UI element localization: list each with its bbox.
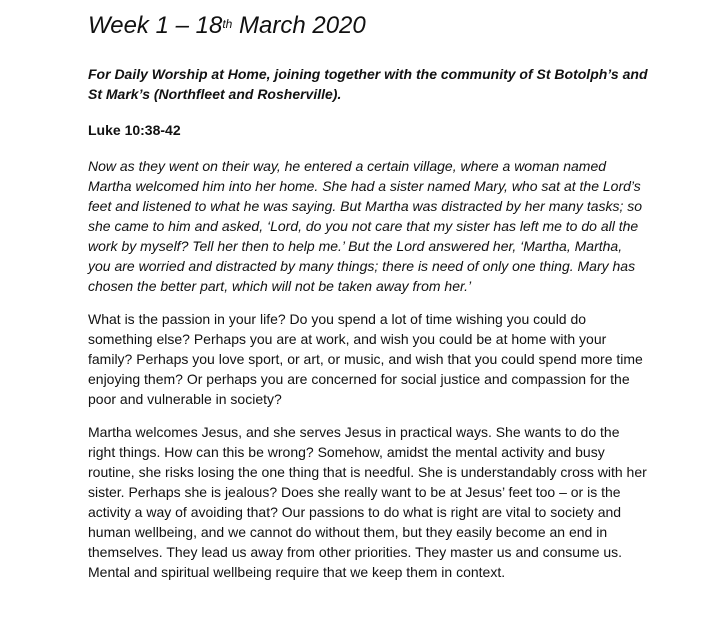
title-text-end: March 2020 bbox=[232, 12, 366, 39]
document-page bbox=[88, 10, 648, 595]
scripture-passage: Now as they went on their way, he entered a certain village, where a woman named Martha welcomed him into her home. She had a sister named Mary, who sat at the Lord’s feet and listened to what he was saying. But Martha was distracted by her many tasks; so she came to him and asked, ‘Lord, do you not care that my sister has left me to do all the work by myself? Tell her then to help me.’ But the Lord answered her, ‘Martha, Martha, you are worried and distracted by many things; there is need of only one thing. Mary has chosen the better part, which will not be taken away from her.’ bbox=[88, 158, 643, 294]
page-title bbox=[88, 10, 648, 42]
title-ordinal-suffix: th bbox=[222, 17, 233, 31]
reflection-paragraph-2: Martha welcomes Jesus, and she serves Jesus in practical ways. She wants to do the right things. How can this be wrong? Somehow, amidst the mental activity and busy routine, she risks losing the one thing that is needful. She is understandably cross with her sister. Perhaps she is jealous? Does she really want to be at Jesus’ feet too – or is the activity a way of avoiding that? Our passions to do what is right are vital to society and human wellbeing, and we cannot do without them, but they easily become an end in themselves. They lead us away from other priorities. They master us and consume us. Mental and spiritual wellbeing require that we keep them in context. bbox=[88, 424, 647, 580]
scripture-reference: Luke 10:38-42 bbox=[88, 122, 181, 138]
title-text-start: Week 1 – 18 bbox=[88, 12, 223, 39]
subtitle: For Daily Worship at Home, joining together with the community of St Botolph’s and St Mark’s (Northfleet and Rosherville). bbox=[88, 66, 648, 102]
reflection-paragraph-1: What is the passion in your life? Do you spend a lot of time wishing you could do something else? Perhaps you are at work, and wish you could be at home with your family? Perhaps you love sport, or art, or music, and wish that you could spend more time enjoying them? Or perhaps you are concerned for social justice and compassion for the poor and vulnerable in society? bbox=[88, 311, 643, 407]
